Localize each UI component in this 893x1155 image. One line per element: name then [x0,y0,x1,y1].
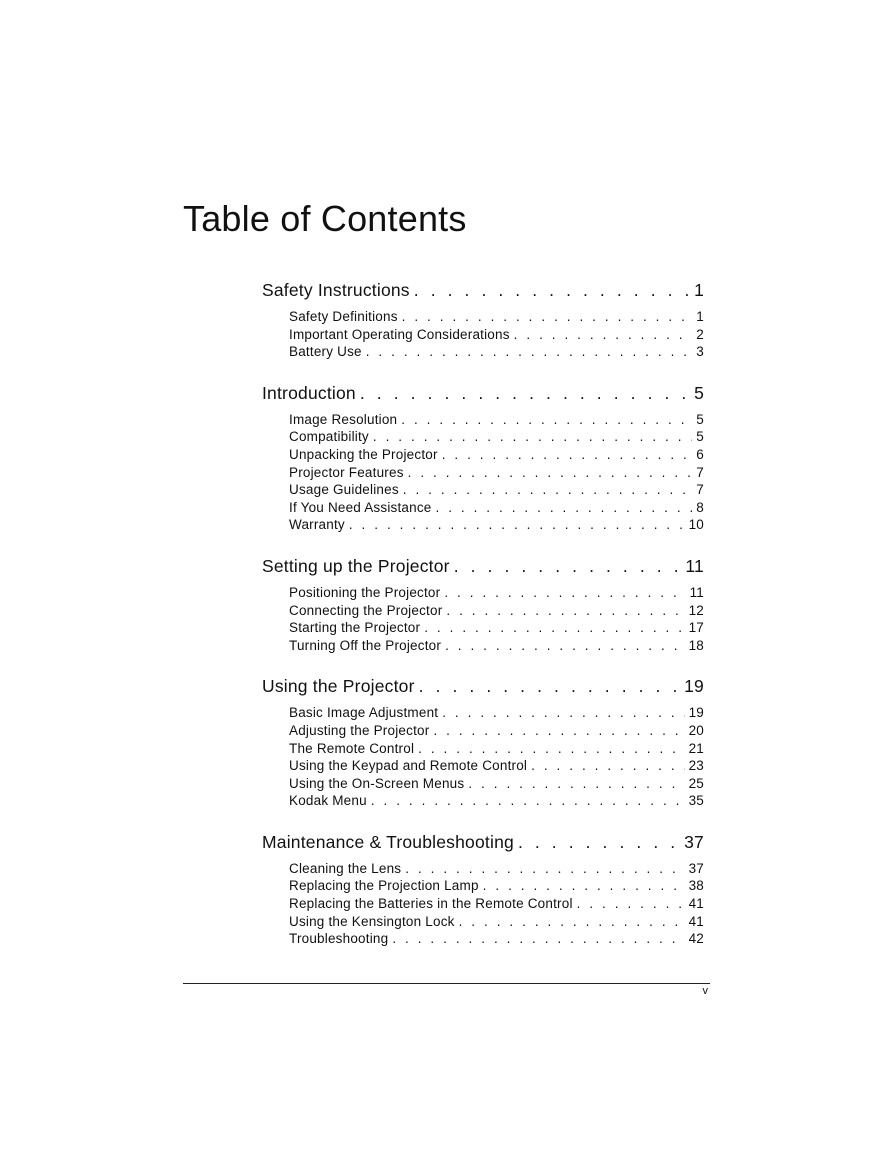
toc-section [262,674,704,810]
dot-leader [483,877,685,895]
dot-leader [424,619,684,637]
toc-entry[interactable] [289,913,704,931]
section-title: Setting up the Projector [262,555,450,576]
entry-title: Turning Off the Projector [289,637,442,653]
dot-leader [459,913,685,931]
toc-entry[interactable] [289,481,704,499]
toc-section-heading[interactable] [262,674,704,698]
section-page-number: 1 [694,280,704,300]
toc-entry[interactable] [289,308,704,326]
page-title: Table of Contents [183,198,467,239]
toc-entries [262,860,704,948]
entry-page-number: 3 [696,344,704,360]
dot-leader [349,516,685,534]
entry-page-number: 2 [696,326,704,342]
entry-title: Compatibility [289,429,369,445]
toc-entry[interactable] [289,516,704,534]
entry-page-number: 18 [688,637,704,653]
entry-page-number: 1 [696,309,704,324]
entry-title: Using the On-Screen Menus [289,775,465,791]
toc-section [262,278,704,361]
dot-leader [514,326,693,344]
entry-page-number: 35 [688,793,704,809]
toc-entry[interactable] [289,895,704,913]
section-page-number: 37 [684,831,704,852]
toc-section [262,830,704,948]
dot-leader [366,343,693,361]
dot-leader [518,830,680,854]
entry-title: Replacing the Batteries in the Remote Control [289,896,573,912]
entry-title: Replacing the Projection Lamp [289,878,479,894]
dot-leader [442,446,693,464]
entry-page-number: 17 [688,620,704,636]
toc-entry[interactable] [289,428,704,446]
section-page-number: 5 [694,382,704,403]
toc-section-heading[interactable] [262,278,704,302]
toc-entry[interactable] [289,619,704,637]
entry-title: Safety Definitions [289,309,398,324]
toc-section-heading[interactable] [262,830,704,854]
dot-leader [531,757,684,775]
toc-entry[interactable] [289,584,704,602]
section-title: Maintenance & Troubleshooting [262,831,514,852]
toc-section-heading[interactable] [262,381,704,405]
entry-page-number: 38 [688,878,704,894]
dot-leader [405,860,684,878]
dot-leader [446,602,684,620]
entry-title: Warranty [289,517,345,533]
entry-page-number: 7 [696,464,704,480]
entry-page-number: 8 [696,499,704,515]
table-of-contents [262,278,704,968]
entry-page-number: 5 [696,411,704,427]
toc-entry[interactable] [289,637,704,655]
entry-page-number: 11 [689,584,704,600]
entry-page-number: 5 [696,429,704,445]
toc-entry[interactable] [289,499,704,517]
entry-title: Connecting the Projector [289,602,443,618]
entry-title: Positioning the Projector [289,584,441,600]
entry-title: Projector Features [289,464,404,480]
entry-title: If You Need Assistance [289,499,432,515]
toc-entry[interactable] [289,411,704,429]
toc-entry[interactable] [289,775,704,793]
toc-section [262,381,704,534]
toc-entries [262,308,704,361]
entry-title: Troubleshooting [289,931,389,947]
entry-title: Important Operating Considerations [289,326,510,342]
toc-entry[interactable] [289,757,704,775]
section-title: Safety Instructions [262,280,410,300]
entry-title: Kodak Menu [289,793,367,809]
toc-entry[interactable] [289,877,704,895]
dot-leader [414,278,690,302]
dot-leader [442,704,684,722]
dot-leader [454,554,682,578]
entry-page-number: 21 [688,740,704,756]
toc-entry[interactable] [289,860,704,878]
toc-entries [262,704,704,810]
dot-leader [371,792,685,810]
dot-leader [445,637,685,655]
entry-page-number: 12 [688,602,704,618]
dot-leader [444,584,685,602]
dot-leader [468,775,684,793]
entry-page-number: 6 [696,446,704,462]
dot-leader [419,674,681,698]
section-title: Using the Projector [262,676,415,697]
dot-leader [408,464,693,482]
toc-entry[interactable] [289,446,704,464]
entry-title: Usage Guidelines [289,482,399,498]
entry-page-number: 41 [688,896,704,912]
entry-title: Using the Keypad and Remote Control [289,758,528,774]
dot-leader [373,428,692,446]
entry-page-number: 19 [688,705,704,721]
section-page-number: 11 [685,555,704,576]
entry-page-number: 42 [688,931,704,947]
entry-title: Image Resolution [289,411,398,427]
toc-entries [262,411,704,534]
toc-entry[interactable] [289,464,704,482]
toc-entries [262,584,704,654]
entry-title: Cleaning the Lens [289,860,402,876]
entry-page-number: 20 [688,722,704,738]
entry-page-number: 23 [688,758,704,774]
toc-entry[interactable] [289,602,704,620]
entry-page-number: 7 [696,482,704,498]
toc-entry[interactable] [289,704,704,722]
entry-title: Basic Image Adjustment [289,705,439,721]
dot-leader [402,308,693,326]
toc-entry[interactable] [289,326,704,344]
dot-leader [418,740,684,758]
dot-leader [433,722,684,740]
entry-title: Unpacking the Projector [289,446,438,462]
footer-divider [183,983,710,984]
entry-title: Starting the Projector [289,620,421,636]
entry-page-number: 10 [688,517,704,533]
toc-section [262,554,704,654]
dot-leader [436,499,693,517]
toc-entry[interactable] [289,792,704,810]
dot-leader [392,930,684,948]
toc-entry[interactable] [289,343,704,361]
entry-page-number: 25 [688,775,704,791]
section-page-number: 19 [684,676,704,697]
section-title: Introduction [262,382,356,403]
dot-leader [360,381,690,405]
entry-page-number: 37 [688,860,704,876]
toc-entry[interactable] [289,740,704,758]
toc-entry[interactable] [289,930,704,948]
toc-entry[interactable] [289,722,704,740]
dot-leader [577,895,685,913]
page-number: v [702,985,708,997]
entry-title: Adjusting the Projector [289,722,430,738]
entry-title: Using the Kensington Lock [289,913,455,929]
toc-section-heading[interactable] [262,554,704,578]
entry-title: Battery Use [289,344,362,360]
entry-title: The Remote Control [289,740,415,756]
dot-leader [401,411,692,429]
entry-page-number: 41 [688,913,704,929]
dot-leader [403,481,693,499]
